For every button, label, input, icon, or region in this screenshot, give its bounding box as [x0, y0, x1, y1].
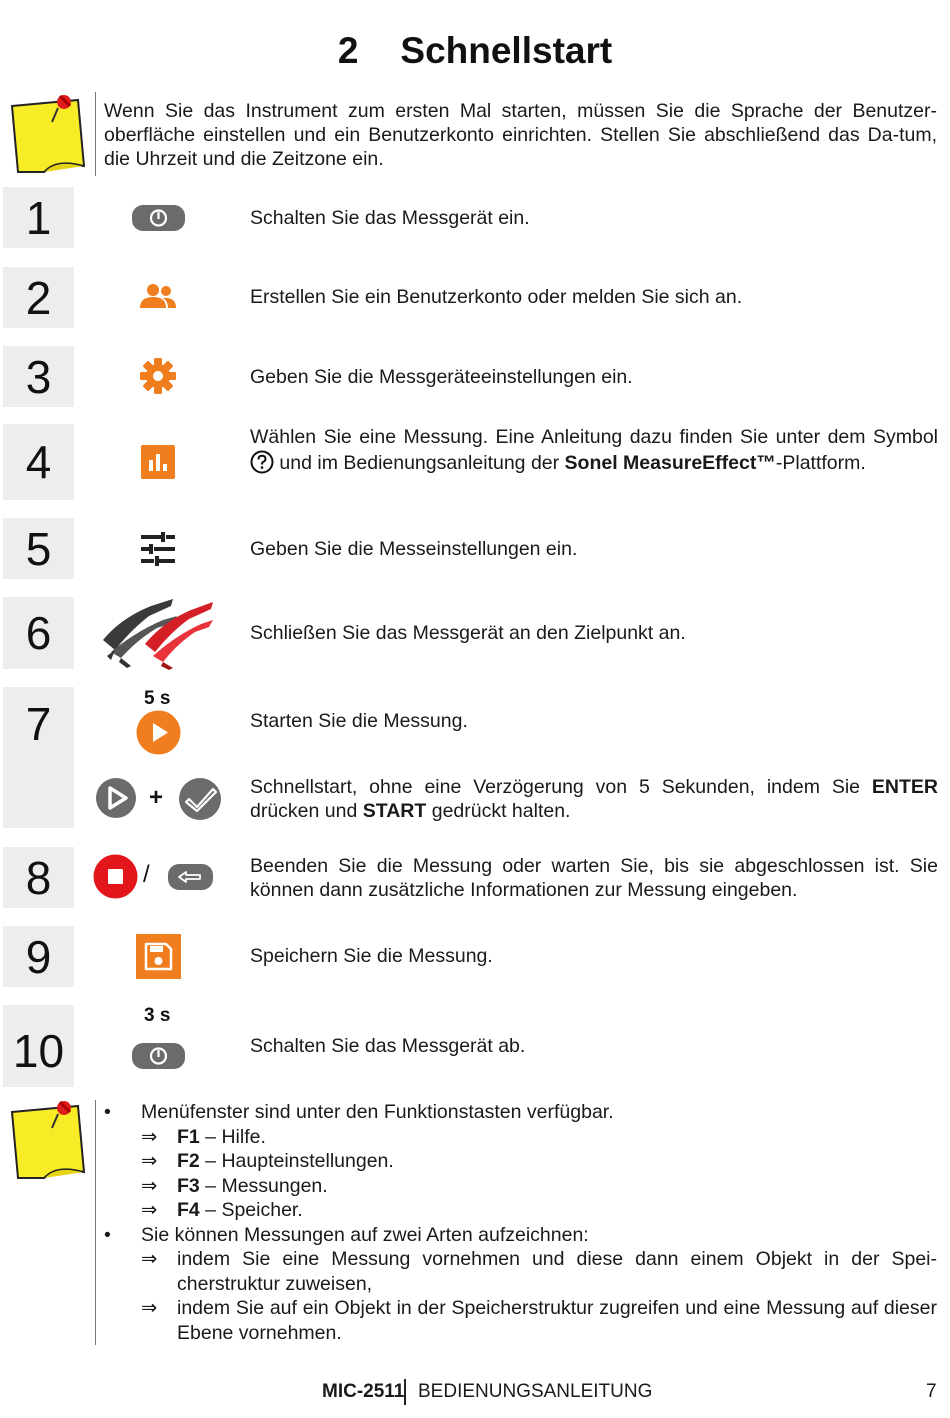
fkey-item [104, 1149, 937, 1174]
brand-name: Sonel MeasureEffect™ [564, 452, 776, 474]
section-number: 2 [337, 30, 359, 71]
bullet-text: Sie können Messungen auf zwei Arten aufzeichnen: [141, 1223, 589, 1246]
save-icon [136, 934, 181, 979]
footer-separator [404, 1379, 406, 1405]
power-button-icon [131, 204, 186, 232]
fkey-desc: – Speicher. [199, 1199, 303, 1221]
step-text-7-alt-b: drücken und [250, 800, 358, 822]
arrow-symbol: ⇒ [141, 1174, 158, 1197]
step-number-1: 1 [3, 187, 74, 248]
step-number-6: 6 [3, 597, 74, 669]
step-text-1: Schalten Sie das Messgerät ein. [250, 207, 530, 229]
step-text-7-alt-c: gedrückt halten. [431, 800, 571, 822]
start-key-label: START [362, 800, 427, 822]
bullet-item [104, 1223, 937, 1248]
step-text-4c: -Plattform. [775, 452, 866, 474]
step-text-7-alt-a: Schnellstart, ohne eine Verzögerung von 5 Sekunden, indem Sie [250, 776, 861, 798]
or-slash: / [143, 861, 150, 888]
section-title [0, 30, 950, 72]
way-item [104, 1247, 937, 1296]
way-item [104, 1296, 937, 1345]
section-title-text: Schnellstart [400, 30, 613, 71]
way-text: indem Sie eine Messung vornehmen und diese dann einem Objekt in der Spei-cherstruktur zuweisen, [177, 1248, 937, 1295]
intro-note-text: Wenn Sie das Instrument zum ersten Mal starten, müssen Sie die Sprache der Benutzer-oberfläche einstellen und ein Benutzerkonto einrichten. Stellen Sie abschließend das Da-tum, die Uhrzeit und die Zeitzone ein. [104, 100, 937, 170]
step-number-9: 9 [3, 926, 74, 987]
play-icon [136, 710, 181, 755]
step-number-5: 5 [3, 518, 74, 579]
step-text-9: Speichern Sie die Messung. [250, 945, 493, 967]
step-number-2: 2 [3, 267, 74, 328]
way-text: indem Sie auf ein Objekt in der Speicherstruktur zugreifen und eine Messung auf dieser Ebene vornehmen. [177, 1297, 937, 1344]
step-text-3: Geben Sie die Messgeräteeinstellungen ein. [250, 366, 633, 388]
users-icon [139, 283, 177, 309]
sliders-icon [140, 532, 176, 566]
fkey-name: F2 [177, 1150, 200, 1172]
note-divider [95, 92, 96, 176]
sticky-note-icon [8, 92, 90, 178]
step-number-10: 10 [3, 1005, 74, 1087]
note-divider [95, 1100, 96, 1345]
delay-label-3s: 3 s [144, 1005, 171, 1026]
fkey-name: F4 [177, 1199, 200, 1221]
chart-icon [141, 445, 175, 479]
step-number-4: 4 [3, 424, 74, 500]
step-number-8: 8 [3, 847, 74, 908]
step-text-10: Schalten Sie das Messgerät ab. [250, 1035, 526, 1057]
step-text-7: Starten Sie die Messung. [250, 710, 468, 732]
bullet-item [104, 1100, 937, 1125]
enter-key-label: ENTER [871, 776, 938, 798]
bullet-symbol: • [104, 1101, 111, 1123]
step-text-4a: Wählen Sie eine Messung. Eine Anleitung dazu finden Sie unter dem Symbol [250, 426, 938, 448]
arrow-symbol: ⇒ [141, 1248, 158, 1270]
arrow-symbol: ⇒ [141, 1297, 158, 1319]
power-button-icon [131, 1042, 186, 1070]
start-key-icon [95, 777, 137, 819]
step-text-6: Schließen Sie das Messgerät an den Zielpunkt an. [250, 622, 686, 644]
fkey-desc: – Messungen. [199, 1174, 328, 1197]
crocodile-clips-icon [101, 596, 215, 670]
footer-model: MIC-2511 [322, 1381, 405, 1402]
arrow-symbol: ⇒ [141, 1150, 158, 1172]
sticky-note-icon [8, 1098, 90, 1184]
step-number-7: 7 [3, 687, 74, 828]
bullet-text: Menüfenster sind unter den Funktionstasten verfügbar. [141, 1101, 614, 1123]
arrow-symbol: ⇒ [141, 1199, 158, 1221]
plus-sign: + [149, 784, 164, 811]
fkey-desc: – Hilfe. [199, 1125, 266, 1148]
fkey-item [104, 1125, 937, 1150]
back-key-icon [167, 863, 214, 891]
help-question-icon [250, 450, 274, 474]
gear-icon [139, 357, 177, 395]
step-text-5: Geben Sie die Messeinstellungen ein. [250, 538, 578, 560]
enter-key-icon [178, 777, 224, 821]
step-text-2: Erstellen Sie ein Benutzerkonto oder melden Sie sich an. [250, 286, 743, 308]
arrow-symbol: ⇒ [141, 1125, 158, 1148]
bullet-symbol: • [104, 1223, 111, 1246]
step-number-3: 3 [3, 346, 74, 407]
bottom-note [104, 1100, 937, 1345]
step-text-4b: und im Bedienungsanleitung der [279, 452, 560, 474]
stop-icon [93, 854, 138, 899]
fkey-desc: – Haupteinstellungen. [199, 1150, 394, 1172]
fkey-name: F1 [177, 1125, 200, 1148]
step-text-4 [250, 424, 938, 476]
footer-manual: BEDIENUNGSANLEITUNG [418, 1381, 653, 1402]
step-text-7-alt [250, 775, 938, 823]
delay-label-5s: 5 s [144, 688, 171, 709]
step-text-8: Beenden Sie die Messung oder warten Sie, bis sie abgeschlossen ist. Sie können dann zusätzliche Informationen zur Messung eingeben. [250, 855, 938, 901]
fkey-item [104, 1198, 937, 1223]
fkey-name: F3 [177, 1174, 200, 1197]
page-number: 7 [926, 1381, 937, 1402]
fkey-item [104, 1174, 937, 1199]
